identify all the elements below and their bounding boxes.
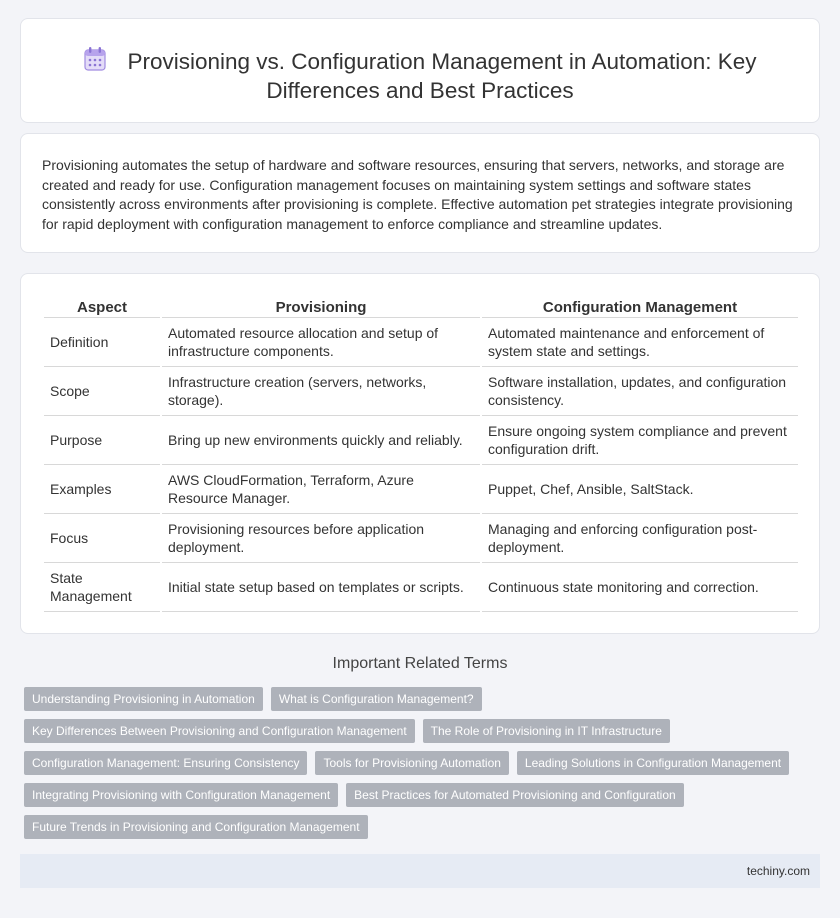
table-row [44,465,798,514]
provisioning-cell: Infrastructure creation (servers, networks, storage). [162,367,480,416]
tag-row [24,783,804,807]
provisioning-cell: AWS CloudFormation, Terraform, Azure Resource Manager. [162,465,480,514]
related-term-link[interactable]: Configuration Management: Ensuring Consistency [24,751,307,775]
related-term-link[interactable]: Key Differences Between Provisioning and Configuration Management [24,719,415,743]
related-term-link[interactable]: Tools for Provisioning Automation [315,751,508,775]
related-term-link[interactable]: Integrating Provisioning with Configuration Management [24,783,338,807]
provisioning-cell: Bring up new environments quickly and reliably. [162,416,480,465]
table-row [44,563,798,612]
related-terms-heading: Important Related Terms [332,655,508,672]
configuration-cell: Managing and enforcing configuration post-deployment. [482,514,798,563]
related-term-link[interactable]: Best Practices for Automated Provisioning and Configuration [346,783,684,807]
aspect-cell: Definition [44,318,160,367]
table-row [44,318,798,367]
table-header-row [44,296,798,318]
provisioning-cell: Initial state setup based on templates or scripts. [162,563,480,612]
provisioning-cell: Automated resource allocation and setup of infrastructure components. [162,318,480,367]
header-aspect: Aspect [44,296,160,318]
comparison-table [42,296,800,612]
footer [20,854,820,888]
tag-row [24,815,804,839]
related-term-link[interactable]: The Role of Provisioning in IT Infrastructure [423,719,670,743]
tag-row [24,719,804,743]
comparison-card [20,273,820,634]
aspect-cell: Examples [44,465,160,514]
configuration-cell: Puppet, Chef, Ansible, SaltStack. [482,465,798,514]
configuration-cell: Automated maintenance and enforcement of system state and settings. [482,318,798,367]
calendar-icon [83,46,107,72]
page-title-text: Provisioning vs. Configuration Management in Automation: Key Differences and Best Practices [127,49,757,103]
aspect-cell: Purpose [44,416,160,465]
configuration-cell: Continuous state monitoring and correction. [482,563,798,612]
aspect-cell: Focus [44,514,160,563]
related-term-link[interactable]: Future Trends in Provisioning and Configuration Management [24,815,368,839]
header-provisioning: Provisioning [162,296,480,318]
intro-paragraph: Provisioning automates the setup of hardware and software resources, ensuring that servers, networks, and storage are created and ready for use. Configuration management focuses on maintaining system settings and software states consistently across environments after provisioning is complete. Effective automation pet strategies integrate provisioning for rapid deployment with configuration management to enforce compliance and streamline updates. [42,157,793,232]
aspect-cell: State Management [44,563,160,612]
related-terms-list [24,687,804,847]
intro-card [20,133,820,253]
header-configuration-management: Configuration Management [482,296,798,318]
table-row [44,367,798,416]
provisioning-cell: Provisioning resources before application deployment. [162,514,480,563]
configuration-cell: Software installation, updates, and configuration consistency. [482,367,798,416]
table-row [44,416,798,465]
title-card [20,18,820,123]
table-row [44,514,798,563]
related-term-link[interactable]: What is Configuration Management? [271,687,482,711]
tag-row [24,687,804,711]
aspect-cell: Scope [44,367,160,416]
related-term-link[interactable]: Leading Solutions in Configuration Management [517,751,789,775]
configuration-cell: Ensure ongoing system compliance and prevent configuration drift. [482,416,798,465]
footer-brand[interactable]: techiny.com [746,864,810,878]
tag-row [24,751,804,775]
page-title [61,46,779,105]
related-term-link[interactable]: Understanding Provisioning in Automation [24,687,263,711]
